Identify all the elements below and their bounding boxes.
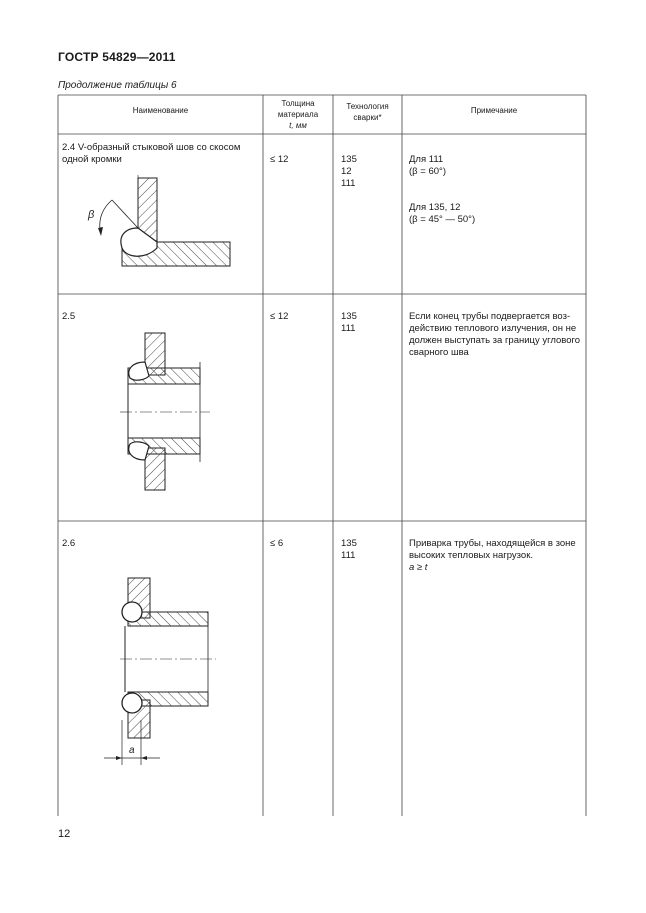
row-2-5-tech-2: 111 — [341, 323, 356, 334]
row-2-6-name: 2.6 — [62, 538, 76, 549]
column-header-tech-1: Технология — [346, 102, 389, 111]
column-header-note: Примечание — [470, 106, 518, 115]
row-2-6-thickness: ≤ 6 — [270, 538, 284, 549]
row-2-5-note-4: сварного шва — [409, 347, 469, 358]
row-2-5-name: 2.5 — [62, 311, 76, 322]
row-2-6-tech-2: 111 — [341, 550, 356, 561]
row-2-4-note-2: (β = 60°) — [409, 166, 446, 177]
beta-label: β — [88, 209, 95, 221]
column-header-thickness-3: t, мм — [289, 121, 307, 130]
row-2-4-tech-3: 111 — [341, 178, 356, 189]
column-header-tech-2: сварки* — [353, 113, 382, 122]
document-title: ГОСТР 54829—2011 — [58, 50, 176, 64]
column-header-thickness-2: материала — [277, 110, 319, 119]
row-2-6-note-1: Приварка трубы, находящейся в зоне — [409, 538, 576, 549]
dimension-a-label: a — [129, 745, 135, 756]
column-header-thickness-1: Толщина — [281, 99, 315, 108]
row-2-5-tech-1: 135 — [341, 311, 357, 322]
row-2-6-note-2: высоких тепловых нагрузок. — [409, 550, 533, 561]
row-2-5-thickness: ≤ 12 — [270, 311, 289, 322]
row-2-5-note-2: действию теплового излучения, он не — [409, 323, 577, 334]
row-2-4-name-line-1: 2.4 V-образный стыковой шов со скосом — [62, 142, 241, 153]
row-2-4-note-1: Для 111 — [409, 154, 444, 165]
row-2-4-note-4: (β = 45° — 50°) — [409, 214, 476, 225]
row-2-4-tech-2: 12 — [341, 166, 352, 177]
row-2-4-thickness: ≤ 12 — [270, 154, 289, 165]
row-2-4-note-3: Для 135, 12 — [409, 202, 461, 213]
row-2-6-tech-1: 135 — [341, 538, 357, 549]
row-2-5-note-1: Если конец трубы подвергается воз- — [409, 311, 571, 322]
row-2-6-note-3: a ≥ t — [409, 562, 428, 573]
row-2-5-note-3: должен выступать за границу углового — [409, 335, 581, 346]
page-number: 12 — [58, 828, 71, 840]
table-continuation-caption: Продолжение таблицы 6 — [58, 80, 177, 91]
row-2-4-name-line-2: одной кромки — [62, 154, 122, 165]
column-header-name: Наименование — [132, 106, 189, 115]
row-2-4-tech-1: 135 — [341, 154, 357, 165]
